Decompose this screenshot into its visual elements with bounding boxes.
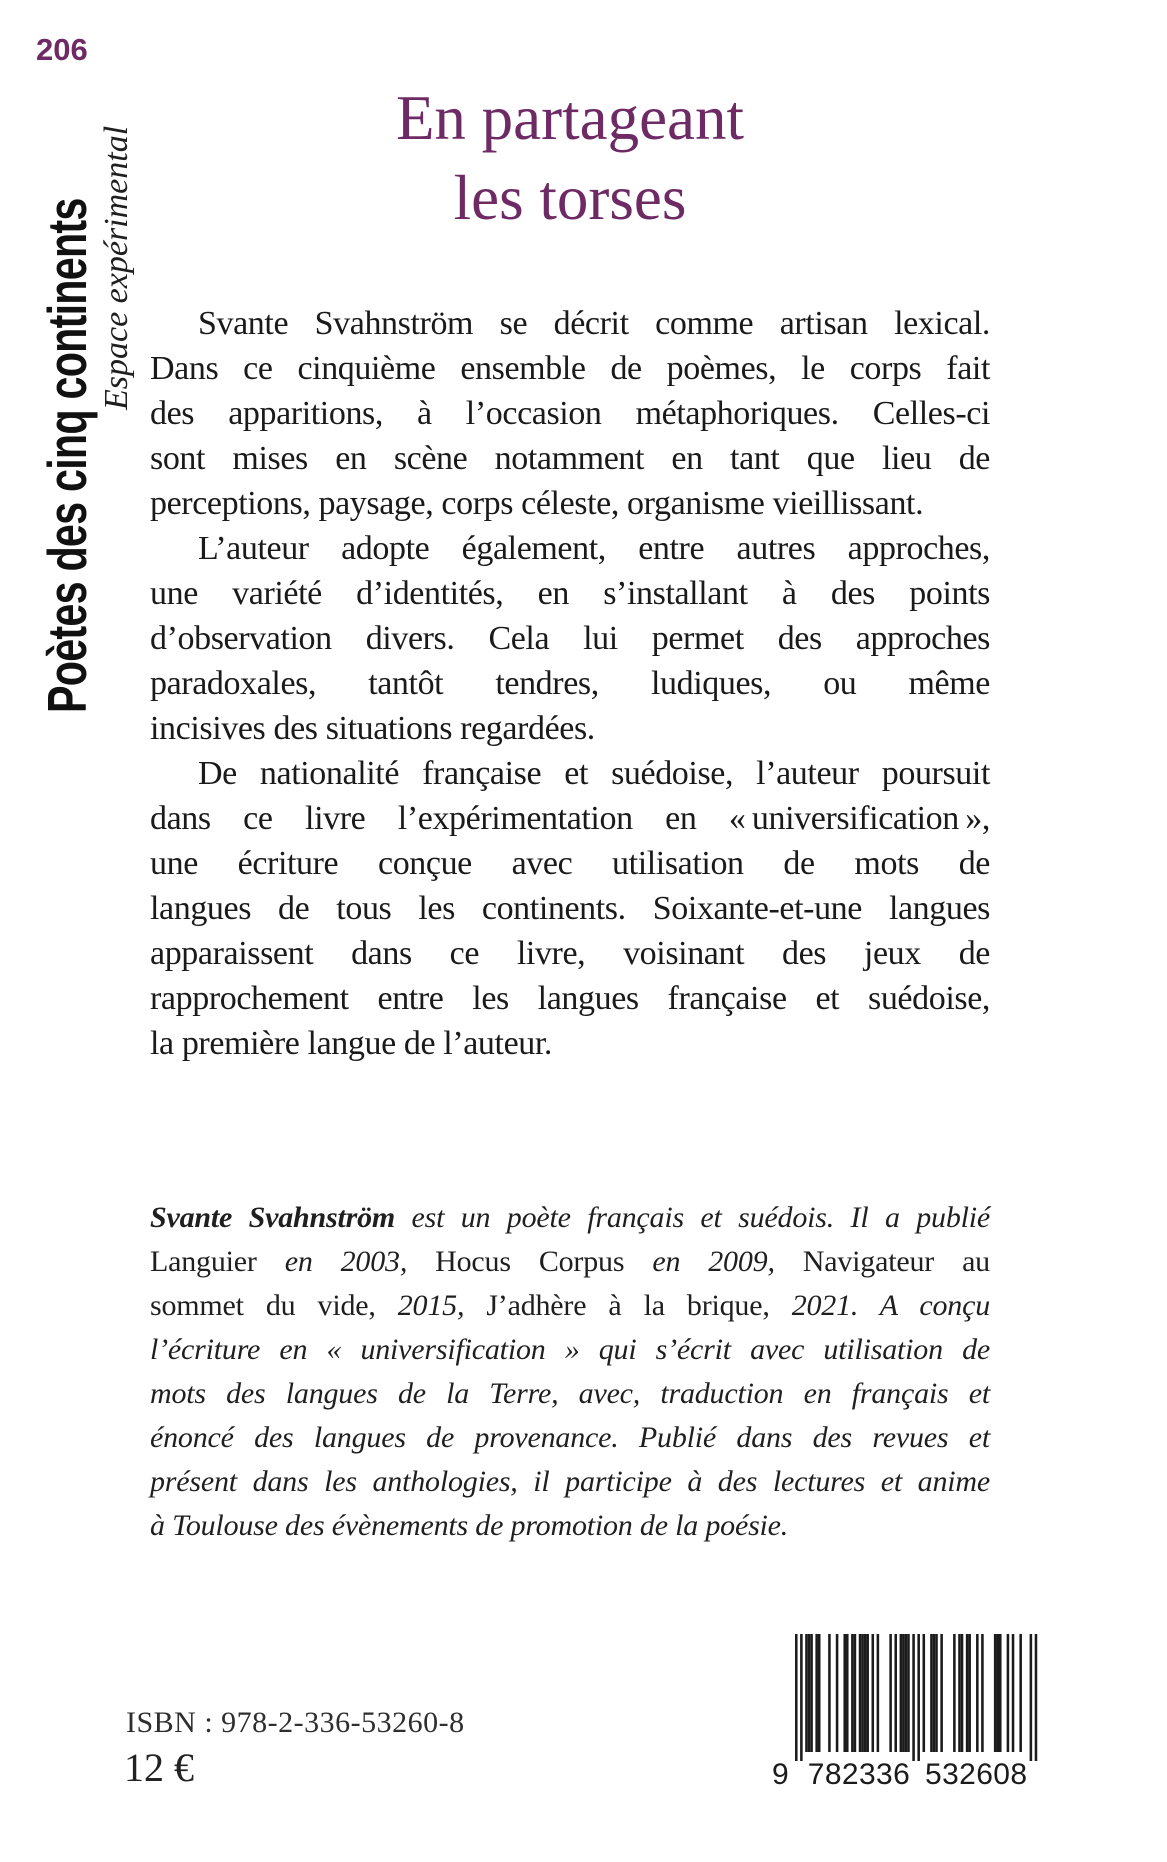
text-segment: Navigateur au bbox=[802, 1245, 990, 1278]
collection-number: 206 bbox=[36, 32, 88, 67]
text-segment: J’adhère à la brique, bbox=[486, 1289, 792, 1322]
text-line: apparaissent dans ce livre, voisinant des jeux de bbox=[150, 935, 990, 972]
barcode-svg bbox=[772, 1632, 1044, 1790]
text-line: dans ce livre l’expérimentation en « universification », bbox=[150, 800, 990, 837]
book-description bbox=[150, 301, 990, 1066]
text-segment: 2021. A conçu bbox=[791, 1289, 991, 1322]
text-line: perceptions, paysage, corps céleste, organisme vieillissant. bbox=[150, 485, 924, 522]
author-bio bbox=[150, 1196, 990, 1548]
text-line bbox=[150, 1196, 990, 1240]
text-line: langues de tous les continents. Soixante-et-une langues bbox=[150, 890, 990, 927]
series-title-vertical: Poètes des cinq continents bbox=[36, 198, 98, 713]
svg-text:782336: 782336 bbox=[807, 1758, 910, 1790]
title-line-1: En partageant bbox=[395, 83, 745, 153]
description-paragraph-1 bbox=[150, 301, 990, 526]
text-line: De nationalité française et suédoise, l’auteur poursuit bbox=[198, 755, 990, 792]
text-segment: Hocus Corpus bbox=[435, 1245, 625, 1278]
text-line: sont mises en scène notamment en tant que lieu de bbox=[150, 440, 990, 477]
text-segment: est un poète français et suédois. Il a publié bbox=[395, 1201, 991, 1234]
text-segment: 2015, bbox=[397, 1289, 487, 1322]
text-line bbox=[150, 1284, 990, 1328]
text-line: L’auteur adopte également, entre autres approches, bbox=[198, 530, 990, 567]
text-line: la première langue de l’auteur. bbox=[150, 1025, 553, 1062]
text-line: d’observation divers. Cela lui permet des approches bbox=[150, 620, 990, 657]
barcode bbox=[772, 1632, 1044, 1790]
price-text: 12 € bbox=[124, 1745, 194, 1790]
text-line: présent dans les anthologies, il participe à des lectures et anime bbox=[150, 1465, 990, 1498]
svg-text:9: 9 bbox=[772, 1758, 789, 1790]
text-line: des apparitions, à l’occasion métaphoriques. Celles-ci bbox=[150, 395, 990, 432]
description-paragraph-2 bbox=[150, 526, 990, 751]
text-line: incisives des situations regardées. bbox=[150, 710, 595, 747]
text-line: paradoxales, tantôt tendres, ludiques, ou même bbox=[150, 665, 990, 702]
collection-label-vertical: Espace expérimental bbox=[98, 125, 135, 410]
text-line: rapprochement entre les langues française et suédoise, bbox=[150, 980, 990, 1017]
text-segment: sommet du vide, bbox=[150, 1289, 398, 1322]
book-title bbox=[150, 78, 990, 238]
text-line: une écriture conçue avec utilisation de mots de bbox=[150, 845, 990, 882]
text-line: Svante Svahnström se décrit comme artisan lexical. bbox=[198, 305, 990, 342]
text-segment: en 2009, bbox=[624, 1245, 803, 1278]
text-line: mots des langues de la Terre, avec, traduction en français et bbox=[150, 1377, 990, 1410]
text-segment: Languier bbox=[150, 1245, 257, 1278]
isbn-text: ISBN : 978-2-336-53260-8 bbox=[126, 1706, 465, 1739]
text-line: à Toulouse des évènements de promotion de la poésie. bbox=[150, 1509, 789, 1542]
text-line: une variété d’identités, en s’installant à des points bbox=[150, 575, 990, 612]
text-line: l’écriture en « universification » qui s’écrit avec utilisation de bbox=[150, 1333, 990, 1366]
text-line bbox=[150, 1240, 990, 1284]
description-paragraph-3 bbox=[150, 751, 990, 1066]
text-line: énoncé des langues de provenance. Publié dans des revues et bbox=[150, 1421, 990, 1454]
text-segment: en 2003, bbox=[256, 1245, 436, 1278]
text-segment: Svante Svahnström bbox=[150, 1201, 396, 1234]
title-line-2: les torses bbox=[453, 163, 687, 233]
text-line: Dans ce cinquième ensemble de poèmes, le corps fait bbox=[150, 350, 990, 387]
svg-text:532608: 532608 bbox=[925, 1758, 1027, 1790]
